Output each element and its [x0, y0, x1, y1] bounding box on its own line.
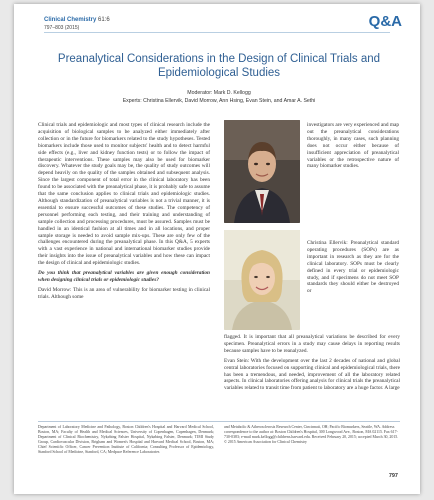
journal-volume: 61:6: [98, 17, 110, 23]
journal-name: Clinical Chemistry: [44, 17, 97, 23]
header-rule: [44, 32, 390, 33]
journal-page: [14, 4, 420, 494]
journal-title: [44, 17, 110, 23]
page-number: 797: [388, 473, 398, 479]
affiliations-footnote: Department of Laboratory Medicine and Pathology, Boston Children's Hospital and Harvard Medical School, Boston, MA; Faculty of Health and Medical Sciences, University of Copenhagen, Copenhagen, Denmark; Department of Clinical Biochemistry, Nykøbing Falster Hospital, Nykøbing Falster, Denmark; TIMI Study Group, Cardiovascular Division, Brigham and Women's Hospital and Harvard Medical School, Boston, MA; Chief Scientific Officer, Cancer Prevention Institute of California; Consulting Professor of Epidemiology, Stanford School of Medicine, Stanford, CA; Medpace Reference Laboratories: [38, 425, 214, 454]
right-column-bottom: [224, 334, 400, 395]
expert-photo-man: [224, 120, 300, 223]
stein-paragraph: Evan Stein: With the development over the last 2 decades of national and global central laboratories focused on supporting clinical and epidemiological trials, there has been a tremendous, and needed, improvement of all the laboratory related aspects. In clinical laboratories offering analysis for clinical trials the preanalytical variables related to transit time from patient to laboratory are a huge factor. A large: [224, 357, 400, 392]
page-range: 797–803 (2015): [44, 25, 80, 31]
continued-paragraph: investigators are very experienced and map out the preanalytical considerations thoroughly, in many cases, such planning does not occur either because of insufficient appreciation of preanalytical variables or the retrospective nature of many biomarker studies.: [307, 122, 399, 170]
section-label: Q&A: [368, 13, 402, 30]
article-title: Preanalytical Considerations in the Design of Clinical Trials and Epidemiological Studies: [57, 53, 381, 79]
moderator-line: Moderator: Mark D. Kellogg: [187, 90, 251, 96]
question-heading: Do you think that preanalytical variables are given enough consideration when designing clinical trials or epidemiologic studies?: [38, 270, 210, 283]
footnote-rule: [38, 421, 400, 422]
left-column: [38, 122, 210, 304]
right-column-middle: [307, 240, 399, 298]
answer-paragraph: David Morrow: This is an area of vulnerability for biomarker testing in clinical trials. Although some: [38, 286, 210, 300]
ellervik-paragraph: Christina Ellervik: Preanalytical standard operating procedures (SOPs) are as important in research as they are for the clinical laboratory. SOPs must be clearly defined in every trial or epidemiologic study, and if specimens do not meet SOP standards they should either be destroyed or: [307, 240, 399, 295]
experts-line: Experts: Christina Ellervik, David Morrow, Ann Hsing, Evan Stein, and Amar A. Sethi: [122, 98, 316, 104]
right-column-top: [307, 122, 399, 173]
flagged-paragraph: flagged. It is important that all preanalytical variations be described for every specimen. Preanalytical errors in a study may cause delays in reporting results because samples have to be reanalyzed.: [224, 334, 400, 354]
expert-photo-woman: [224, 230, 300, 330]
correspondence-footnote: and Metabolic & Atherosclerosis Research Center, Cincinnati, OH; Pacific Biomarkers, Seattle, WA. Address correspondence to the author at: Boston Children's Hospital, 300 Longwood Ave., Boston, MA 02115. Fax 617-730-0383; e-mail mark.kellogg@childrens.harvard.edu. Received February 20, 2015; accepted March 30, 2015. © 2015 American Association for Clinical Chemistry: [224, 425, 399, 444]
intro-paragraph: Clinical trials and epidemiologic and most types of clinical research include the acquisition of biological samples to be analyzed either immediately after collection or in the future for biomarkers related to the study hypotheses. Tested biomarkers include those used to monitor subjects' health and to detect harmful side effects (e.g., liver and kidney function tests) or to follow the impact of therapeutic interventions. These samples may also be used for biomarker discovery. Whatever the study goals may be, the quality of study outcomes will depend heavily on the quality of the samples obtained and subsequent analysis. Since the largest component of total error in the clinical laboratory has been found to be associated with the preanalytical phase, it is probably safe to assume that the same conclusion applies to clinical trials and epidemiologic studies. Although standardization of preanalytical variables is not a trivial manner, it is essential to ensure successful outcomes of these studies. The competency of personnel performing each testing, and their training and understanding of sample collection and processing procedures, must be assured. Samples must be handled in an identical fashion at all times and in all locations, and proper sample storage is needed to avoid sample mix-ups. These are only few of the challenges encountered during the preanalytical phase. In this Q&A, 5 experts with a vast experience in national and international biomarker studies provide their insights into the issue of preanalytical variables and how these can impact the design of clinical and epidemiologic studies.: [38, 122, 210, 267]
